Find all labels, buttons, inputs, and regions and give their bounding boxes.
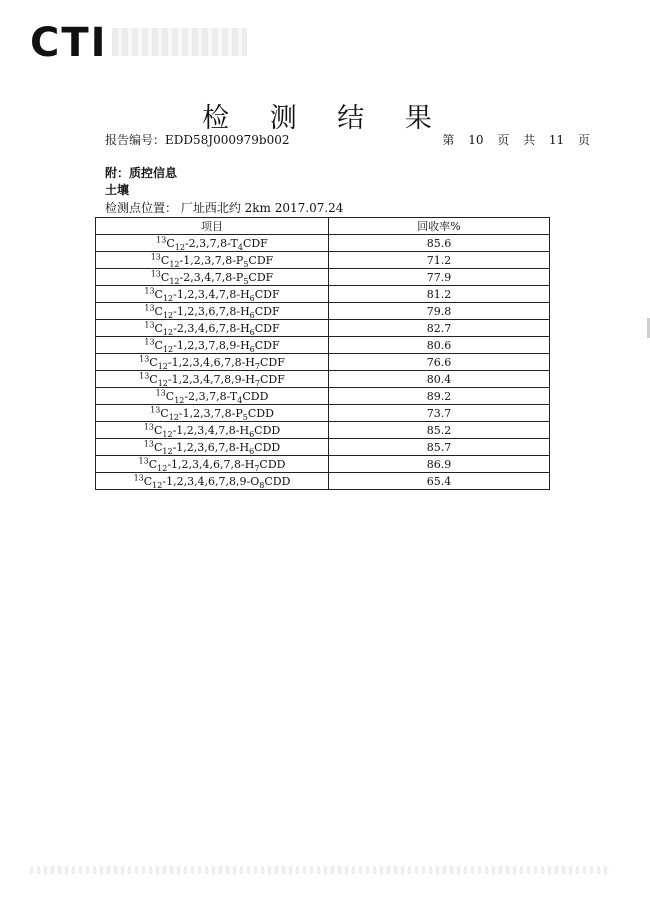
recovery-value: 80.4 [329,371,550,388]
compound-name: $^{13}C_{12}-1,2,3,4,7,8,9-H_7CDF$ [96,371,329,388]
column-header-item: 项目 [96,218,329,235]
appendix-heading: 附：质控信息 [105,166,178,180]
sampling-location: 检测点位置： 厂址西北约 2km 2017.07.24 [105,201,344,215]
sample-type: 土壤 [105,183,130,197]
compound-name: $^{13}C_{12}-1,2,3,7,8,9-H_6CDF$ [96,337,329,354]
logo-subtitle-faint [112,28,247,56]
recovery-value: 86.9 [329,456,550,473]
table-row [96,286,550,303]
table-row [96,269,550,286]
table-row [96,388,550,405]
table-row [96,371,550,388]
table-row [96,320,550,337]
table-row [96,473,550,490]
recovery-value: 85.7 [329,439,550,456]
recovery-value: 82.7 [329,320,550,337]
compound-name: $^{13}C_{12}-1,2,3,4,6,7,8-H_7CDF$ [96,354,329,371]
page-title: 检 测 结 果 [202,103,448,134]
recovery-value: 85.6 [329,235,550,252]
compound-name: $^{13}C_{12}-1,2,3,6,7,8-H_6CDD$ [96,439,329,456]
table-row [96,235,550,252]
table-row [96,456,550,473]
table-row [96,303,550,320]
company-logo: CTI [30,20,108,66]
table-row [96,439,550,456]
compound-name: $^{13}C_{12}-2,3,4,6,7,8-H_6CDF$ [96,320,329,337]
compound-name: $^{13}C_{12}-1,2,3,4,7,8-H_6CDF$ [96,286,329,303]
table-row [96,337,550,354]
recovery-value: 76.6 [329,354,550,371]
recovery-value: 65.4 [329,473,550,490]
table-row [96,252,550,269]
qc-recovery-table [95,217,550,490]
table-row [96,405,550,422]
report-number: 报告编号：EDD58J000979b002 [105,133,290,147]
recovery-value: 81.2 [329,286,550,303]
page-indicator: 第 10 页 共 11 页 [442,133,590,147]
table-header-row [96,218,550,235]
column-header-recovery: 回收率% [329,218,550,235]
compound-name: $^{13}C_{12}-2,3,4,7,8-P_5CDF$ [96,269,329,286]
table-row [96,354,550,371]
compound-name: $^{13}C_{12}-1,2,3,4,6,7,8,9-O_8CDD$ [96,473,329,490]
scan-noise-footer [30,866,610,874]
compound-name: $^{13}C_{12}-1,2,3,7,8-P_5CDD$ [96,405,329,422]
compound-name: $^{13}C_{12}-1,2,3,6,7,8-H_6CDF$ [96,303,329,320]
compound-name: $^{13}C_{12}-1,2,3,4,6,7,8-H_7CDD$ [96,456,329,473]
table-row [96,422,550,439]
recovery-value: 77.9 [329,269,550,286]
recovery-value: 73.7 [329,405,550,422]
compound-name: $^{13}C_{12}-2,3,7,8-T_4CDD$ [96,388,329,405]
recovery-value: 89.2 [329,388,550,405]
recovery-value: 85.2 [329,422,550,439]
compound-name: $^{13}C_{12}-1,2,3,7,8-P_5CDF$ [96,252,329,269]
recovery-value: 79.8 [329,303,550,320]
compound-name: $^{13}C_{12}-2,3,7,8-T_4CDF$ [96,235,329,252]
compound-name: $^{13}C_{12}-1,2,3,4,7,8-H_6CDD$ [96,422,329,439]
recovery-value: 80.6 [329,337,550,354]
recovery-value: 71.2 [329,252,550,269]
